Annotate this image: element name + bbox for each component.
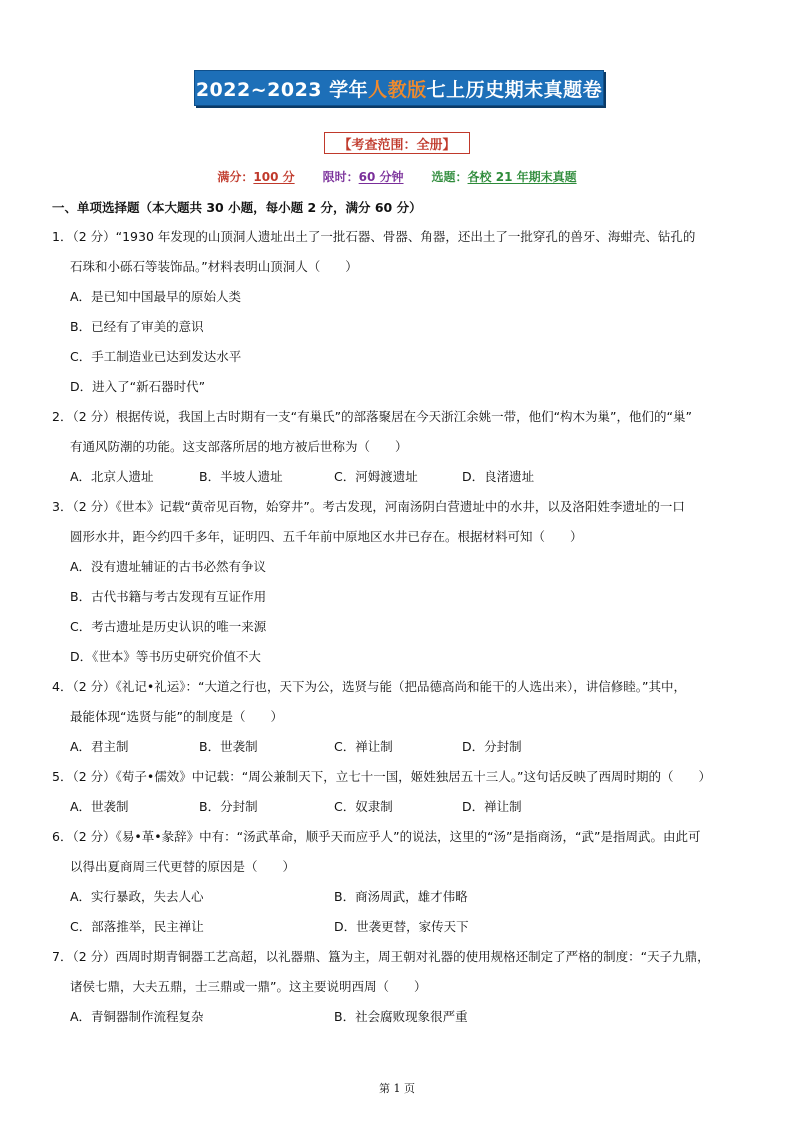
- question-5-option-a: A．世袭制: [70, 799, 129, 814]
- question-1-line-2: 石珠和小砾石等装饰品。”材料表明山顶洞人（ ）: [70, 259, 358, 274]
- question-1-option-c: C．手工制造业已达到发达水平: [70, 349, 242, 364]
- question-7-option-a: A．青铜器制作流程复杂: [70, 1009, 204, 1024]
- question-4-line-1: 4．（2 分）《礼记•礼运》：“大道之行也，天下为公，选贤与能（把品德高尚和能干的人选出来），讲信修睦。”其中，: [52, 679, 686, 694]
- question-6-option-b: B．商汤周武，雄才伟略: [334, 889, 468, 904]
- question-4-option-c: C．禅让制: [334, 739, 393, 754]
- question-6-line-2: 以得出夏商周三代更替的原因是（ ）: [70, 859, 296, 874]
- exam-meta-row: [0, 168, 794, 185]
- question-1-option-b: B．已经有了审美的意识: [70, 319, 204, 334]
- question-4-option-a: A．君主制: [70, 739, 129, 754]
- question-2-option-a: A．北京人遗址: [70, 469, 154, 484]
- question-source-value: 各校 21 年期末真题: [467, 170, 577, 184]
- question-2-line-1: 2．（2 分）根据传说，我国上古时期有一支“有巢氏”的部落聚居在今天浙江余姚一带，他们“构木为巢”，他们的“巢”: [52, 409, 692, 424]
- title-part1: 2022~2023 学年: [195, 78, 369, 101]
- question-7-option-b: B．社会腐败现象很严重: [334, 1009, 468, 1024]
- document-title-banner: [194, 70, 604, 106]
- page-number: 第 1 页: [379, 1082, 415, 1095]
- question-7-line-1: 7．（2 分）西周时期青铜器工艺高超，以礼器鼎、簋为主，周王朝对礼器的使用规格还制定了严格的制度：“天子九鼎，: [52, 949, 710, 964]
- full-score-value: 100 分: [253, 170, 295, 184]
- question-2-line-2: 有通风防潮的功能。这支部落所居的地方被后世称为（ ）: [70, 439, 408, 454]
- full-score-label: 满分：: [217, 170, 254, 184]
- section-heading: 一、单项选择题（本大题共 30 小题，每小题 2 分，满分 60 分）: [52, 200, 422, 215]
- question-3-line-1: 3．（2 分）《世本》记载“黄帝见百物，始穿井”。考古发现，河南汤阴白营遗址中的水井，以及洛阳姓李遗址的一口: [52, 499, 685, 514]
- question-3-option-b: B．古代书籍与考古发现有互证作用: [70, 589, 267, 604]
- question-6-option-c: C．部落推举，民主禅让: [70, 919, 204, 934]
- question-1-option-d: D．进入了“新石器时代”: [70, 379, 206, 394]
- question-3-line-2: 圆形水井，距今约四千多年，证明四、五千年前中原地区水井已存在。根据材料可知（ ）: [70, 529, 583, 544]
- question-3-option-c: C．考古遗址是历史认识的唯一来源: [70, 619, 267, 634]
- exam-scope-box: [324, 132, 470, 154]
- question-5-option-b: B．分封制: [199, 799, 258, 814]
- full-score: [217, 168, 294, 185]
- question-source-label: 选题：: [431, 170, 468, 184]
- title-part2: 七上历史期末真题卷: [426, 78, 603, 101]
- question-3-option-d: D．《世本》等书历史研究价值不大: [70, 649, 261, 664]
- question-6-option-a: A．实行暴政，失去人心: [70, 889, 204, 904]
- question-5-option-d: D．禅让制: [462, 799, 522, 814]
- time-limit-label: 限时：: [322, 170, 359, 184]
- question-source: [432, 168, 577, 185]
- question-3-option-a: A．没有遗址辅证的古书必然有争议: [70, 559, 267, 574]
- question-5-option-c: C．奴隶制: [334, 799, 393, 814]
- question-2-option-c: C．河姆渡遗址: [334, 469, 418, 484]
- question-6-line-1: 6．（2 分）《易•革•彖辞》中有：“汤武革命，顺乎天而应乎人”的说法，这里的“汤”是指商汤，“武”是指周武。由此可: [52, 829, 701, 844]
- time-limit-value: 60 分钟: [358, 170, 404, 184]
- question-4-line-2: 最能体现“选贤与能”的制度是（ ）: [70, 709, 283, 724]
- exam-scope: 【考查范围：全册】: [338, 137, 456, 153]
- question-4-option-d: D．分封制: [462, 739, 522, 754]
- time-limit: [323, 168, 404, 185]
- question-2-option-b: B．半坡人遗址: [199, 469, 283, 484]
- title-accent: 人教版: [368, 78, 427, 101]
- question-7-line-2: 诸侯七鼎，大夫五鼎，士三鼎或一鼎”。这主要说明西周（ ）: [70, 979, 427, 994]
- question-1-option-a: A．是已知中国最早的原始人类: [70, 289, 242, 304]
- question-6-option-d: D．世袭更替，家传天下: [334, 919, 469, 934]
- question-1-line-1: 1．（2 分）“1930 年发现的山顶洞人遗址出土了一批石器、骨器、角器，还出土了一批穿孔的兽牙、海蚶壳、钻孔的: [52, 229, 696, 244]
- question-2-option-d: D．良渚遗址: [462, 469, 535, 484]
- question-4-option-b: B．世袭制: [199, 739, 258, 754]
- question-5-line-1: 5．（2 分）《荀子•儒效》中记载：“周公兼制天下，立七十一国，姬姓独居五十三人。”这句话反映了西周时期的（ ）: [52, 769, 711, 784]
